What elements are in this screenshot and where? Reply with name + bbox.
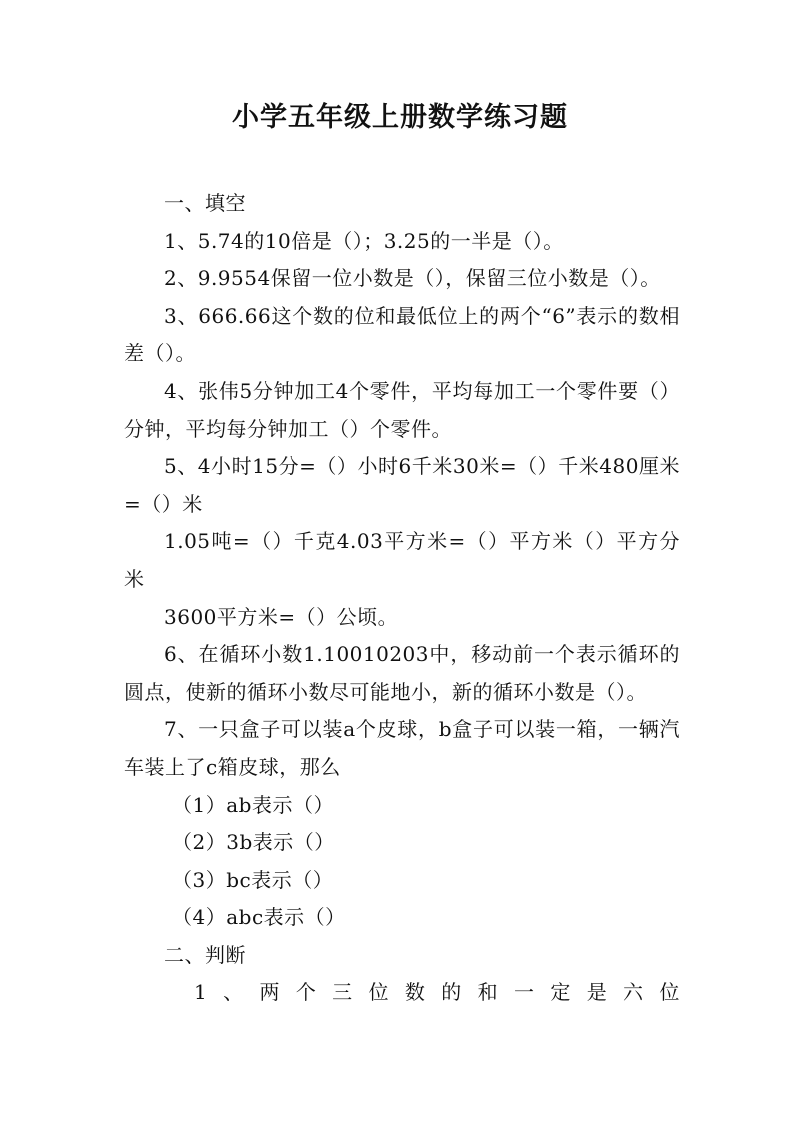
judge-question-1-char: 是: [586, 980, 608, 1005]
judge-question-1: [124, 974, 680, 1012]
judge-question-1-char: 三: [332, 980, 353, 1005]
judge-question-1-char: 位: [659, 980, 680, 1005]
judge-question-1-char: 的: [441, 980, 462, 1005]
judge-question-1-char: 1: [194, 980, 208, 1005]
judge-question-1-char: 六: [623, 980, 644, 1005]
question-5-line-2: 1.05吨=（）千克4.03平方米=（）平方米（）平方分米: [124, 529, 680, 591]
question-7-item: （4）abc表示（）: [172, 905, 346, 930]
judge-question-1-char: 、: [223, 980, 244, 1005]
judge-question-1-char: 两: [259, 980, 280, 1005]
question-7-item: （1）ab表示（）: [172, 792, 334, 817]
judge-question-1-char: 位: [368, 980, 390, 1005]
question-5-line-1: 5、4小时15分=（）小时6千米30米=（）千米480厘米=（）米: [124, 454, 680, 516]
judge-question-1-char: 一: [513, 980, 535, 1005]
section-heading-judge: 二、判断: [164, 942, 246, 967]
question-7-item: （3）bc表示（）: [172, 867, 334, 892]
document-body: [124, 185, 680, 1012]
question-7-item: （2）3b表示（）: [172, 830, 335, 855]
page-title: 小学五年级上册数学练习题: [232, 102, 568, 133]
question-5-line-3: 3600平方米=（）公顷。: [164, 604, 399, 629]
question-2: 2、9.9554保留一位小数是（），保留三位小数是（）。: [164, 266, 661, 291]
judge-question-1-char: 定: [550, 980, 571, 1005]
judge-question-1-char: 数: [404, 980, 426, 1005]
judge-question-1-char: 个: [295, 980, 317, 1005]
question-6: 6、在循环小数1.10010203中，移动前一个表示循环的圆点，使新的循环小数尽可能地小，新的循环小数是（）。: [124, 642, 680, 704]
section-heading-fill-blank: 一、填空: [164, 191, 246, 215]
question-3: 3、666.66这个数的位和最低位上的两个“6”表示的数相差（）。: [124, 303, 680, 366]
judge-question-1-char: 和: [477, 980, 499, 1005]
question-1: 1、5.74的10倍是（）；3.25的一半是（）。: [164, 228, 564, 253]
question-4: 4、张伟5分钟加工4个零件，平均每加工一个零件要（）分钟，平均每分钟加工（）个零件。: [124, 378, 680, 441]
question-7: 7、一只盒子可以装a个皮球，b盒子可以装一箱，一辆汽车装上了c箱皮球，那么: [124, 717, 680, 779]
